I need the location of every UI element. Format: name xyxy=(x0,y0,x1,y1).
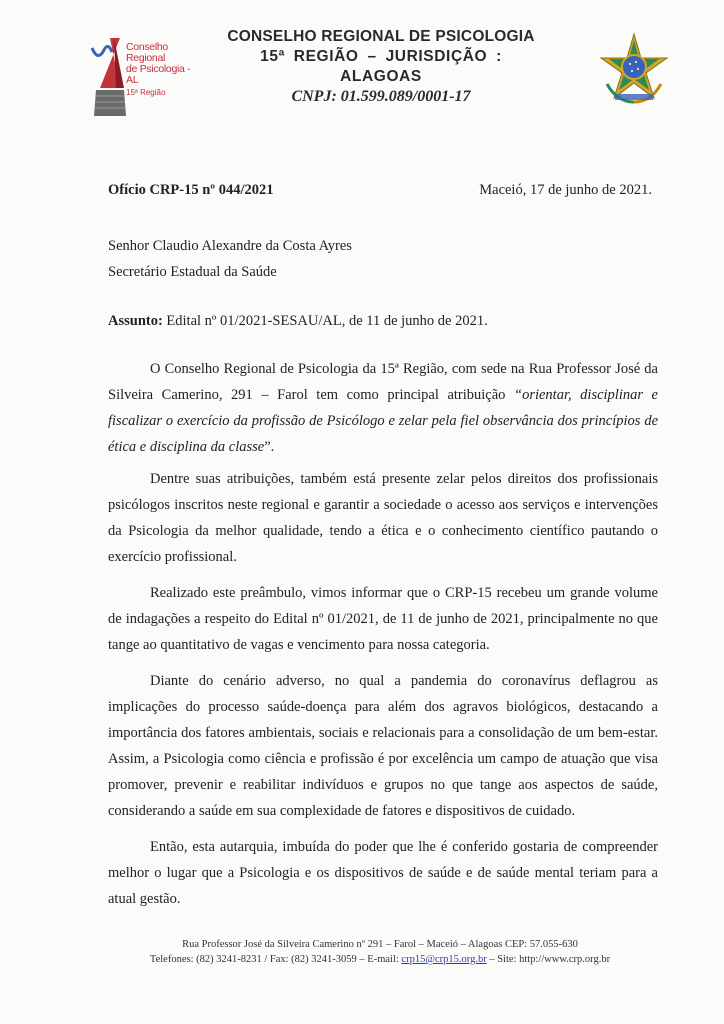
page-footer xyxy=(100,937,660,967)
footer-site: – Site: http://www.crp.org.br xyxy=(486,954,611,965)
footer-email-link[interactable]: crp15@crp15.org.br xyxy=(401,954,487,965)
subject-label: Assunto: xyxy=(108,313,163,329)
subject-line xyxy=(108,313,488,330)
logo-line-2: de Psicologia - AL xyxy=(126,63,191,86)
org-name: CONSELHO REGIONAL DE PSICOLOGIA xyxy=(227,28,535,45)
footer-address: Rua Professor José da Silveira Camerino nº 291 – Farol – Maceió – Alagoas CEP: 57.055-630 xyxy=(182,939,578,950)
paragraph-1-quote: “orientar, disciplinar e fiscalizar o exercício da profissão de Psicólogo e zelar pela fiel observância dos princípios de ética e disciplina da classe xyxy=(108,387,658,455)
logo-line-1: Conselho Regional xyxy=(126,41,168,64)
letter-body xyxy=(108,356,658,922)
paragraph-1-end: ”. xyxy=(264,439,275,455)
recipient-block xyxy=(108,233,352,285)
letterhead xyxy=(216,27,546,107)
brazil-coat-of-arms-icon xyxy=(597,32,671,106)
paragraph-1-start: O Conselho Regional de Psicologia da 15ª Região, com sede na Rua Professor José da Silveira Camerino, 291 – Farol tem como principal atribuição xyxy=(108,361,658,403)
paragraph-4: Diante do cenário adverso, no qual a pandemia do coronavírus deflagrou as implicações do processo saúde-doença para além dos agravos biológicos, destacando a importância dos fatores ambientais, sociais e relacionais para a consolidação de um bem-estar. Assim, a Psicologia como ciência e profissão é por excelência um campo de atuação que visa promover, prevenir e reabilitar indivíduos e grupos no que tange aos aspectos de saúde, considerando a saúde em sua complexidade de fatores e dispositivos de cuidado. xyxy=(108,673,658,819)
letter-date: Maceió, 17 de junho de 2021. xyxy=(479,182,652,198)
recipient-title: Secretário Estadual da Saúde xyxy=(108,264,277,280)
paragraph-2: Dentre suas atribuições, também está presente zelar pelos direitos dos profissionais psicólogos inscritos neste regional e garantir a sociedade o acesso aos serviços e intervenções da Psicologia da melhor qualidade, tendo a ética e o conhecimento científico pautando o exercício profissional. xyxy=(108,471,658,565)
recipient-name: Senhor Claudio Alexandre da Costa Ayres xyxy=(108,238,352,254)
logo-text xyxy=(126,42,200,98)
footer-contacts xyxy=(100,952,660,967)
logo-line-3: 15ª Região xyxy=(126,88,166,97)
paragraph-1 xyxy=(108,356,658,460)
subject-text: Edital nº 01/2021-SESAU/AL, de 11 de junho de 2021. xyxy=(162,313,488,329)
footer-phones: Telefones: (82) 3241-8231 / Fax: (82) 3241-3059 – E-mail: xyxy=(149,954,402,965)
letter-reference: Ofício CRP-15 nº 044/2021 xyxy=(108,182,274,198)
paragraph-5: Então, esta autarquia, imbuída do poder que lhe é conferido gostaria de compreender melhor o lugar que a Psicologia e os dispositivos de saúde e de saúde mental teriam para a atual gestão. xyxy=(108,839,658,907)
org-cnpj: CNPJ: 01.599.089/0001-17 xyxy=(291,88,471,105)
org-region: 15ª REGIÃO – JURISDIÇÃO : ALAGOAS xyxy=(260,48,502,85)
crp-logo xyxy=(90,28,200,120)
paragraph-3: Realizado este preâmbulo, vimos informar que o CRP-15 recebeu um grande volume de indagações a respeito do Edital nº 01/2021, de 11 de junho de 2021, principalmente no que tange ao quantitativo de vagas e vencimento para nossa categoria. xyxy=(108,585,658,653)
